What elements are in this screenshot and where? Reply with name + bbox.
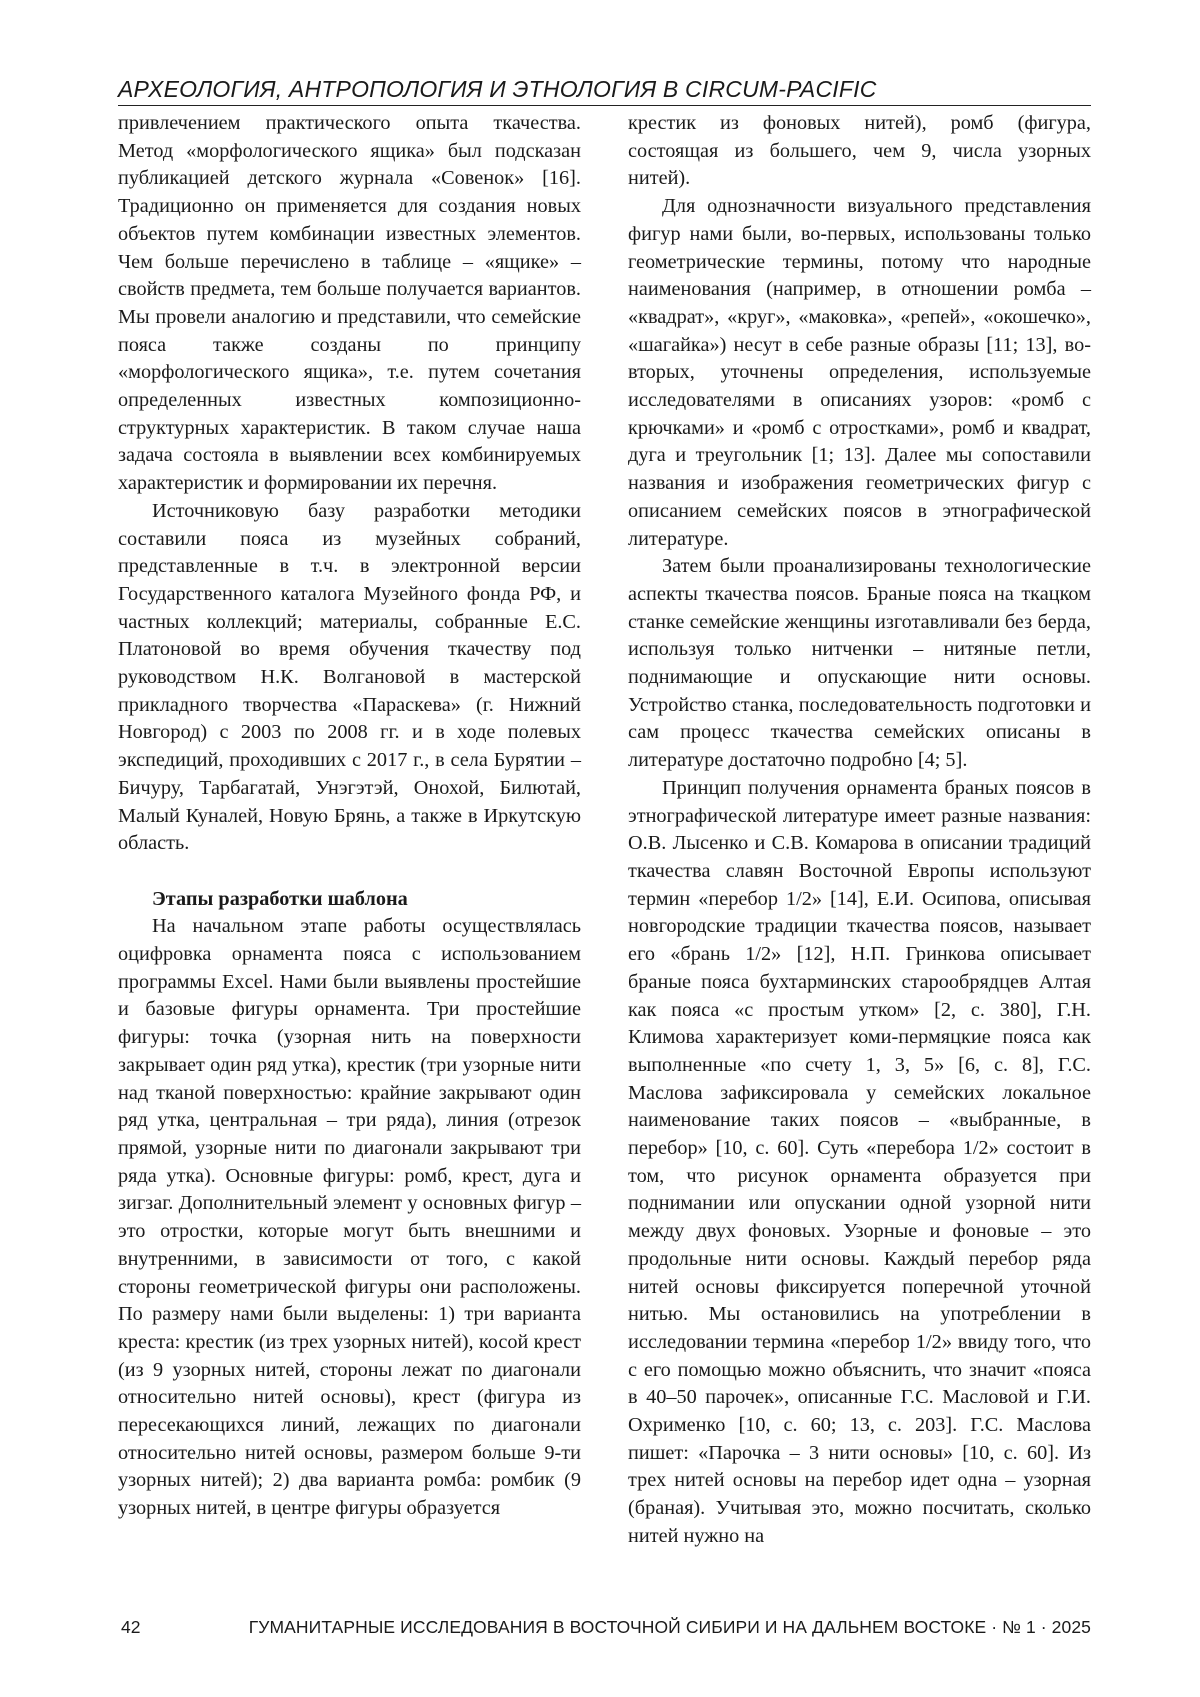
paragraph-left-3: На начальном этапе работы осуществлялась оцифровка орнамента пояса с использованием программы Excel. Нами были выявлены простейшие и базовые фигуры орнамента. Три простейшие фигуры: точка (узорная нить на поверхности закрывает один ряд утка), крестик (три узорные нити над тканой поверхностью: крайние закрывают один ряд утка, центральная – три ряда), линия (отрезок прямой, узорные нити по диагонали закрывают три ряда утка). Основные фигуры: ромб, крест, дуга и зигзаг. Дополнительный элемент у основных фигур – это отростки, которые могут быть внешними и внутренними, в зависимости от того, с какой стороны геометрической фигуры они расположены. По размеру нами были выделены: 1) три варианта креста: крестик (из трех узорных нитей), косой крест (из 9 узорных нитей, стороны лежат по диагонали относительно нитей основы), крест (фигура из пересекающихся линий, лежащих по диагонали относительно нитей основы, размером больше 9-ти узорных нитей); 2) два варианта ромба: ромбик (9 узорных нитей, в центре фигуры образуется [118, 915, 581, 1520]
paragraph-left-2: Источниковую базу разработки методики составили пояса из музейных собраний, представленные в т.ч. в электронной версии Государственного каталога Музейного фонда РФ, и частных коллекций; материалы, собранные Е.С. Платоновой во время обучения ткачеству под руководством Н.К. Волгановой в мастерской прикладного творчества «Параскева» (г. Нижний Новгород) с 2003 по 2008 гг. и в ходе полевых экспедиций, проходивших с 2017 г., в села Бурятии – Бичуру, Тарбагатай, Унэгэтэй, Онохой, Билютай, Малый Куналей, Новую Брянь, а также в Иркутскую область. [118, 499, 581, 855]
section-heading: Этапы разработки шаблона [152, 887, 408, 910]
left-column [118, 110, 581, 1600]
paragraph-right-3: Затем были проанализированы технологические аспекты ткачества поясов. Браные пояса на ткацком станке семейские женщины изготавливали без берда, используя только нитченки – нитяные петли, поднимающие и опускающие нити основы. Устройство станка, последовательность подготовки и сам процесс ткачества семейских описаны в литературе достаточно подробно [4; 5]. [628, 555, 1091, 772]
paragraph-right-2: Для однозначности визуального представления фигур нами были, во-первых, использованы только геометрические термины, потому что народные наименования (например, в отношении ромба – «квадрат», «круг», «маковка», «репей», «окошечко», «шагайка») несут в себе разные образы [11; 13], во-вторых, уточнены определения, используемые исследователями в описаниях узоров: «ромб с крючками» и «ромб с отростками», ромб и квадрат, дуга и треугольник [1; 13]. Далее мы сопоставили названия и изображения геометрических фигур с описанием семейских поясов в этнографической литературе. [628, 195, 1091, 550]
journal-title: ГУМАНИТАРНЫЕ ИССЛЕДОВАНИЯ В ВОСТОЧНОЙ СИБИРИ И НА ДАЛЬНЕМ ВОСТОКЕ · № 1 · 2025 [248, 1617, 1091, 1637]
running-title: АРХЕОЛОГИЯ, АНТРОПОЛОГИЯ И ЭТНОЛОГИЯ В CIRCUM-PACIFIC [118, 76, 877, 102]
page-number: 42 [121, 1617, 141, 1637]
paragraph-left-1: привлечением практического опыта ткачества. Метод «морфологического ящика» был подсказан публикацией детского журнала «Совенок» [16]. Традиционно он применяется для создания новых объектов путем комбинации известных элементов. Чем больше перечислено в таблице – «ящике» – свойств предмета, тем больше получается вариантов. Мы провели аналогию и представили, что семейские пояса также созданы по принципу «морфологического ящика», т.е. путем сочетания определенных известных композиционно-структурных характеристик. В таком случае наша задача состояла в выявлении всех комбинируемых характеристик и формировании их перечня. [118, 112, 581, 495]
right-column [628, 110, 1091, 1600]
section-spacer [118, 858, 581, 886]
paragraph-right-4: Принцип получения орнамента браных поясов в этнографической литературе имеет разные названия: О.В. Лысенко и С.В. Комарова в описании традиций ткачества славян Восточной Европы используют термин «перебор 1/2» [14], Е.И. Осипова, описывая новгородские традиции ткачества поясов, называет его «брань 1/2» [12], Н.П. Гринкова описывает браные пояса бухтарминских старообрядцев Алтая как пояса «с простым утком» [2, с. 380], Г.Н. Климова характеризует коми-пермяцкие пояса как выполненные «по счету 1, 3, 5» [6, с. 8], Г.С. Маслова зафиксировала у семейских локальное наименование таких поясов – «выбранные, в перебор» [10, с. 60]. Суть «перебора 1/2» состоит в том, что рисунок орнамента образуется при поднимании или опускании одной узорной нити между двух фоновых. Узорные и фоновые – это продольные нити основы. Каждый перебор ряда нитей основы фиксируется поперечной уточной нитью. Мы остановились на употреблении в исследовании термина «перебор 1/2» ввиду того, что с его помощью можно объяснить, что значит «пояса в 40–50 парочек», описанные Г.С. Масловой и Г.И. Охрименко [10, с. 60; 13, с. 203]. Г.С. Маслова пишет: «Парочка – 3 нити основы» [10, с. 60]. Из трех нитей основы на перебор идет одна – узорная (браная). Учитывая это, можно посчитать, сколько нитей нужно на [628, 776, 1091, 1547]
header-rule [118, 105, 1091, 106]
paragraph-right-1: крестик из фоновых нитей), ромб (фигура, состоящая из большего, чем 9, числа узорных нитей). [628, 112, 1091, 190]
